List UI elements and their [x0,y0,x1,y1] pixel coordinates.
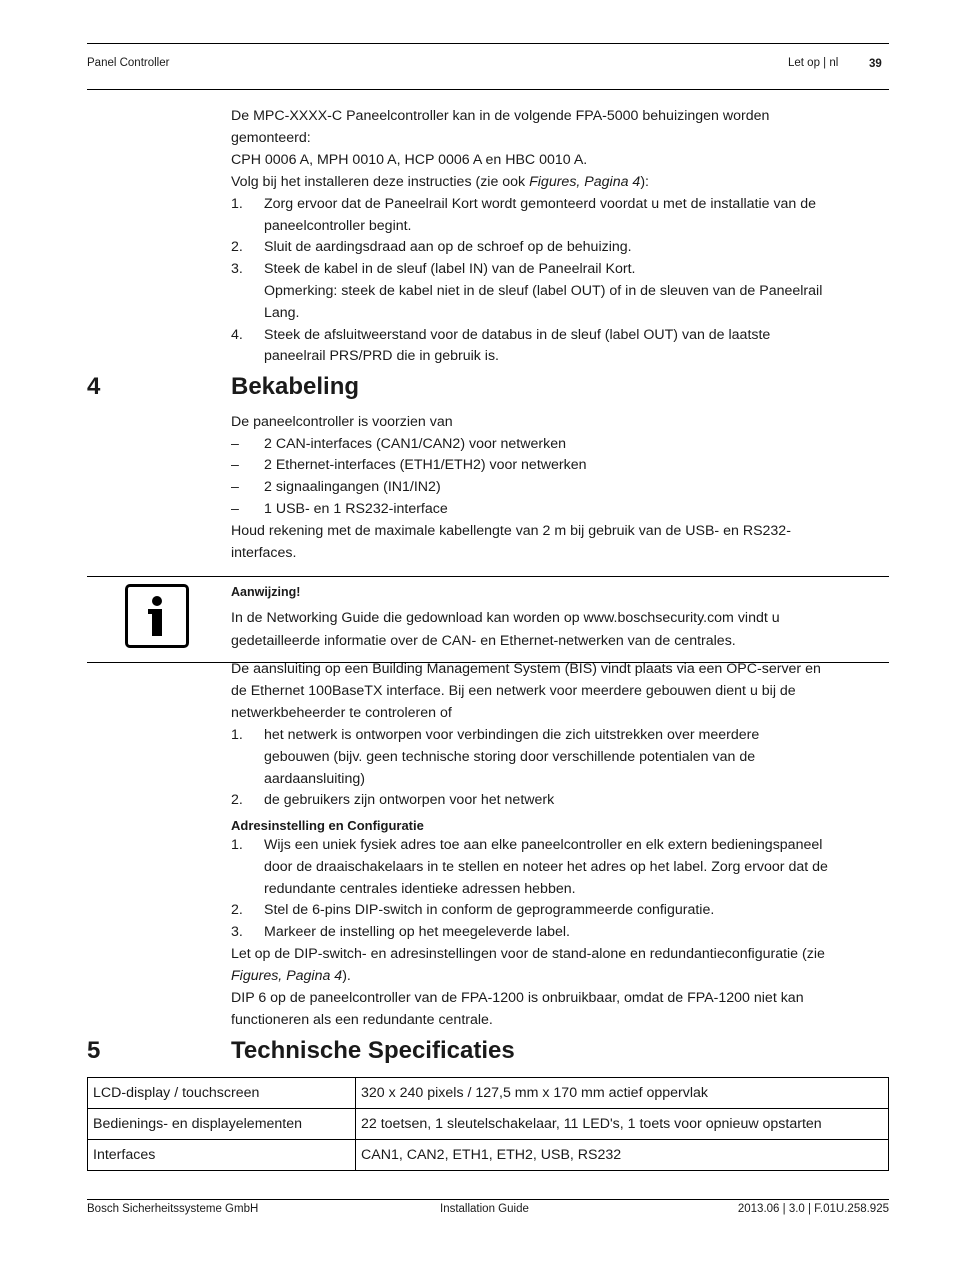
step-text: Zorg ervoor dat de Paneelrail Kort wordt gemonteerd voordat u met de installatie van de [264,196,817,212]
step-text: Opmerking: steek de kabel niet in de sleuf (label OUT) of in de sleuven van de Paneelrail [264,283,823,299]
bis-paragraph-line: netwerkbeheerder te controleren of [231,705,452,721]
spec-value: 320 x 240 pixels / 127,5 mm x 170 mm actief oppervlak [356,1078,889,1109]
bullet-dash: – [231,457,239,473]
bullet-dash: – [231,479,239,495]
header-doc-title: Panel Controller [87,57,170,69]
cable-length-note: Houd rekening met de maximale kabellengte van 2 m bij gebruik van de USB- en RS232- [231,523,791,539]
address-step-text: door de draaischakelaars in te stellen en noteer het adres op het label. Zorg ervoor dat de [264,859,828,875]
footer-doc-version: 2013.06 | 3.0 | F.01U.258.925 [737,1203,889,1215]
bis-item-number: 1. [231,727,243,743]
table-row [88,1109,889,1140]
bullet-dash: – [231,436,239,452]
spec-value: 22 toetsen, 1 sleutelschakelaar, 11 LED's, 1 toets voor opnieuw opstarten [356,1109,889,1140]
intro-paragraph-line: gemonteerd: [231,130,311,146]
step-text: Steek de kabel in de sleuf (label IN) van de Paneelrail Kort. [264,261,636,277]
info-icon [125,584,189,648]
header-bottom-rule [87,89,889,90]
step-number: 4. [231,327,243,343]
info-glyph [128,587,186,645]
spec-value: CAN1, CAN2, ETH1, ETH2, USB, RS232 [356,1140,889,1171]
step-text: paneelcontroller begint. [264,218,412,234]
fpa-note: DIP 6 op de paneelcontroller van de FPA-1200 is onbruikbaar, omdat de FPA-1200 niet kan [231,990,804,1006]
cable-length-note: interfaces. [231,545,297,561]
footer-doc-type: Installation Guide [440,1203,529,1215]
bis-item-number: 2. [231,792,243,808]
notice-text: gedetailleerde informatie over de CAN- en Ethernet-netwerken van de centrales. [231,633,736,649]
dip-note-end: ). [342,968,351,984]
page-number: 39 [869,58,882,70]
interface-bullet: 2 signaalingangen (IN1/IN2) [264,479,441,495]
intro-paragraph-line: De MPC-XXXX-C Paneelcontroller kan in de volgende FPA-5000 behuizingen worden [231,108,770,124]
instructions-intro-text: Volg bij het installeren deze instructies (zie ook [231,174,530,190]
notice-top-rule [87,576,889,577]
header-top-rule [87,43,889,44]
table-row [88,1140,889,1171]
interface-bullet: 2 CAN-interfaces (CAN1/CAN2) voor netwerken [264,436,566,452]
footer-company: Bosch Sicherheitssysteme GmbH [87,1203,259,1215]
spec-label: Interfaces [88,1140,356,1171]
housing-list: CPH 0006 A, MPH 0010 A, HCP 0006 A en HBC 0010 A. [231,152,588,168]
address-step-text: redundante centrales identieke adressen hebben. [264,881,576,897]
step-text: Steek de afsluitweerstand voor de databus in de sleuf (label OUT) van de laatste [264,327,771,343]
address-heading: Adresinstelling en Configuratie [231,818,424,833]
step-text: paneelrail PRS/PRD die in gebruik is. [264,348,499,364]
figures-reference: Figures, Pagina 4 [529,174,641,190]
dip-note-ref [231,968,351,984]
table-row [88,1078,889,1109]
interface-bullet: 2 Ethernet-interfaces (ETH1/ETH2) voor netwerken [264,457,587,473]
address-step-text: Wijs een uniek fysiek adres toe aan elke paneelcontroller en elk extern bedieningspaneel [264,837,823,853]
instructions-intro-end: ): [640,174,649,190]
fpa-note: functioneren als een redundante centrale. [231,1012,493,1028]
bis-item-text: aardaansluiting) [264,771,365,787]
address-step-number: 1. [231,837,243,853]
instructions-intro [231,174,649,190]
step-number: 2. [231,239,243,255]
spec-label: Bedienings- en displayelementen [88,1109,356,1140]
bis-paragraph-line: De aansluiting op een Building Management System (BIS) vindt plaats via een OPC-server en [231,661,821,677]
section-4-number: 4 [87,373,101,400]
step-number: 3. [231,261,243,277]
notice-text: In de Networking Guide die gedownload kan worden op www.boschsecurity.com vindt u [231,610,780,626]
step-text: Lang. [264,305,300,321]
section-5-title: Technische Specificaties [231,1037,515,1064]
figures-reference: Figures, Pagina 4 [231,968,343,984]
spec-label: LCD-display / touchscreen [88,1078,356,1109]
address-step-number: 3. [231,924,243,940]
notice-title: Aanwijzing! [231,585,301,599]
cabling-intro: De paneelcontroller is voorzien van [231,414,453,430]
bis-item-text: de gebruikers zijn ontworpen voor het netwerk [264,792,555,808]
address-step-text: Markeer de instelling op het meegeleverde label. [264,924,571,940]
address-step-text: Stel de 6-pins DIP-switch in conform de geprogrammeerde configuratie. [264,902,715,918]
specifications-table [87,1077,889,1171]
bullet-dash: – [231,501,239,517]
dip-note: Let op de DIP-switch- en adresinstellingen voor de stand-alone en redundantieconfiguratie (zie [231,946,825,962]
interface-bullet: 1 USB- en 1 RS232-interface [264,501,448,517]
footer-rule [87,1199,889,1200]
step-number: 1. [231,196,243,212]
section-4-title: Bekabeling [231,373,360,400]
section-5-number: 5 [87,1037,101,1064]
bis-item-text: het netwerk is ontworpen voor verbindingen die zich uitstrekken over meerdere [264,727,760,743]
step-text: Sluit de aardingsdraad aan op de schroef op de behuizing. [264,239,632,255]
header-section: Let op | nl [788,57,839,69]
bis-paragraph-line: de Ethernet 100BaseTX interface. Bij een netwerk voor meerdere gebouwen dient u bij de [231,683,796,699]
address-step-number: 2. [231,902,243,918]
bis-item-text: gebouwen (bijv. geen technische storing door verschillende potentialen van de [264,749,756,765]
